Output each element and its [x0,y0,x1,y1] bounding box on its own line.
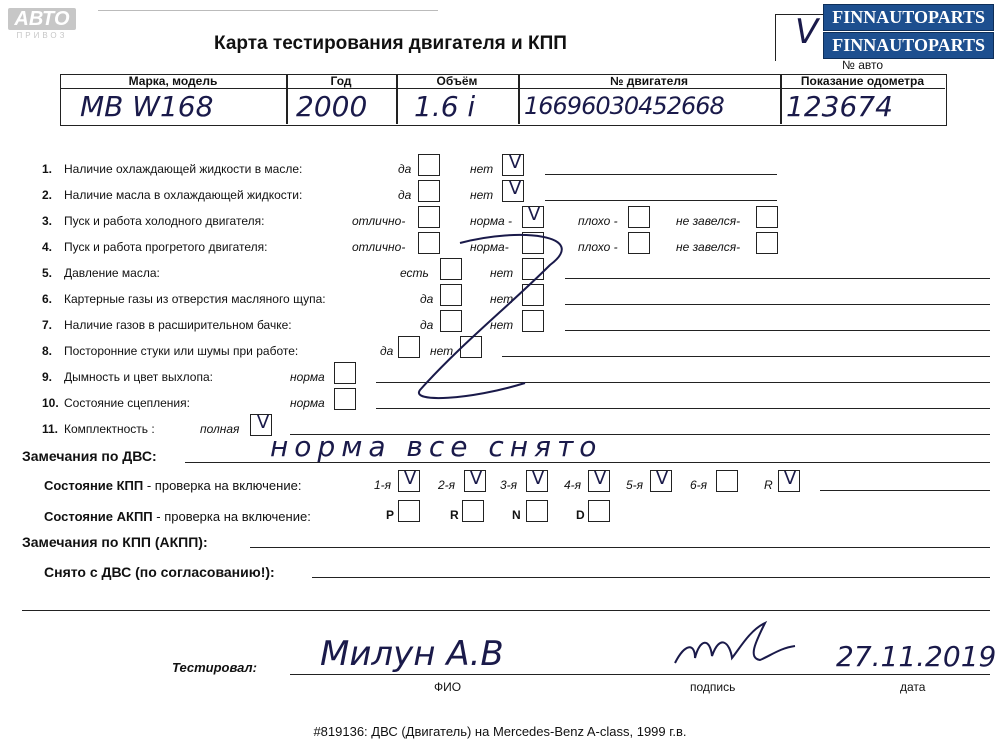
answer-line [565,330,990,331]
opt-normal: норма - [470,214,513,228]
gear-r-label: R [764,478,773,492]
header-car-number: № авто [841,58,884,72]
strike-stroke [400,225,600,410]
kpp-label-bold: Состояние КПП [44,478,144,493]
removed-label: Снято с ДВС (по согласованию!): [44,564,275,580]
check-mark: V [527,204,541,225]
opt-yes: да [380,344,394,358]
header-volume: Объём [396,74,518,89]
logo [8,8,76,38]
question-number: 11. [42,422,59,436]
checkbox-gear-d[interactable] [588,500,610,522]
answer-line [820,490,990,491]
question-11 [42,422,155,436]
gear-6-label: 6-я [690,478,708,492]
corner-mark: V [795,12,819,52]
answer-line [250,547,990,548]
logo-subtext: ПРИВОЗ [16,31,68,40]
question-8 [42,344,298,358]
checkbox-q10-normal[interactable] [334,388,356,410]
check-mark: V [783,468,797,489]
opt-excellent: отлично- [352,214,406,228]
engine-remarks-label: Замечания по ДВС: [22,448,157,464]
question-1 [42,162,302,176]
watermark-2: FINNAUTOPARTS [823,32,994,59]
gear-4-label: 4-я [564,478,582,492]
opt-not-started: не завелся- [676,214,741,228]
checkbox-q9-normal[interactable] [334,362,356,384]
signature-caption: подпись [690,680,736,694]
question-6 [42,292,326,306]
opt-normal: норма [290,370,325,384]
check-mark: V [593,468,607,489]
question-number: 10. [42,396,59,410]
gear-n-label: N [512,508,521,522]
question-10 [42,396,190,410]
fio-label: ФИО [434,680,462,694]
akpp-label-rest: - проверка на включение: [152,509,311,524]
gear-2-label: 2-я [438,478,456,492]
question-number: 3. [42,214,53,228]
check-mark: V [508,152,522,173]
answer-line [565,304,990,305]
checkbox-q1-yes[interactable] [418,154,440,176]
value-model: MB W168 [80,90,214,123]
opt-no: нет [470,162,494,176]
opt-no: нет [490,266,514,280]
check-mark: V [655,468,669,489]
signature-image [670,618,800,678]
table-divider [780,74,782,124]
question-text: Наличие охлаждающей жидкости в масле: [64,162,303,176]
opt-yes: да [398,162,412,176]
opt-no: нет [490,318,514,332]
opt-excellent: отлично- [352,240,406,254]
page-title: Карта тестирования двигателя и КПП [214,33,567,54]
checkbox-q4-not-started[interactable] [756,232,778,254]
answer-line [545,200,777,201]
opt-no: нет [470,188,494,202]
opt-normal: норма [290,396,325,410]
question-number: 8. [42,344,53,358]
checkbox-gear-n[interactable] [526,500,548,522]
opt-present: есть [400,266,429,280]
opt-no: нет [490,292,514,306]
check-mark: V [469,468,483,489]
value-engine-number: 16696030452668 [524,92,724,120]
checkbox-q2-yes[interactable] [418,180,440,202]
question-text: Пуск и работа прогретого двигателя: [64,240,268,254]
question-3 [42,214,264,228]
value-odometer: 123674 [786,90,893,123]
gear-3-label: 3-я [500,478,518,492]
date-label: дата [900,680,926,694]
checkbox-q3-not-started[interactable] [756,206,778,228]
logo-text: АВТО [8,8,76,30]
check-mark: V [531,468,545,489]
header-engine-number: № двигателя [518,74,780,89]
question-text: Наличие масла в охлаждающей жидкости: [64,188,303,202]
image-caption: #819136: ДВС (Двигатель) на Mercedes-Benz A-class, 1999 г.в. [313,724,687,739]
header-model: Марка, модель [60,74,286,89]
check-mark: V [508,178,522,199]
question-number: 9. [42,370,53,384]
opt-yes: да [398,188,412,202]
kpp-label [44,478,301,493]
tested-label: Тестировал: [172,660,257,675]
check-mark: V [403,468,417,489]
question-text: Посторонние стуки или шумы при работе: [64,344,299,358]
gear-5-label: 5-я [626,478,644,492]
value-year: 2000 [296,90,368,123]
gear-p-label: P [386,508,395,522]
checkbox-gear-r-auto[interactable] [462,500,484,522]
opt-no: нет [430,344,454,358]
signature-line [290,674,990,675]
question-4 [42,240,268,254]
question-text: Картерные газы из отверстия масляного щупа: [64,292,326,306]
question-text: Дымность и цвет выхлопа: [64,370,213,384]
checkbox-q3-bad[interactable] [628,206,650,228]
question-text: Давление масла: [64,266,160,280]
table-divider [396,74,398,124]
gear-r-auto-label: R [450,508,459,522]
kpp-remarks-label: Замечания по КПП (АКПП): [22,534,208,550]
question-number: 7. [42,318,53,332]
question-number: 4. [42,240,53,254]
check-mark: V [256,412,270,433]
date-value: 27.11.2019 [836,640,997,673]
opt-normal: норма- [470,240,509,254]
answer-line [545,174,777,175]
engine-remarks-value: норма все снято [270,430,603,463]
question-5 [42,266,160,280]
answer-line [565,278,990,279]
question-text: Пуск и работа холодного двигателя: [64,214,265,228]
question-text: Состояние сцепления: [64,396,190,410]
opt-yes: да [420,318,434,332]
checkbox-gear-p[interactable] [398,500,420,522]
question-text: Наличие газов в расширительном бачке: [64,318,292,332]
answer-line [22,610,990,611]
question-9 [42,370,213,384]
question-7 [42,318,292,332]
question-2 [42,188,302,202]
question-number: 5. [42,266,53,280]
header-odometer: Показание одометра [780,74,945,89]
header-year: Год [286,74,396,89]
akpp-label [44,509,311,524]
opt-bad: плохо - [578,240,618,254]
gear-d-label: D [576,508,585,522]
question-text: Комплектность : [64,422,155,436]
akpp-label-bold: Состояние АКПП [44,509,153,524]
top-line [98,10,438,11]
table-divider [518,74,520,124]
gear-1-label: 1-я [374,478,392,492]
question-number: 1. [42,162,53,176]
opt-bad: плохо - [578,214,618,228]
opt-complete: полная [200,422,240,436]
checkbox-q4-bad[interactable] [628,232,650,254]
tester-name: Милун А.В [320,634,504,674]
opt-yes: да [420,292,434,306]
table-divider [286,74,288,124]
checkbox-gear-6[interactable] [716,470,738,492]
question-number: 2. [42,188,53,202]
question-number: 6. [42,292,53,306]
watermark-1: FINNAUTOPARTS [823,4,994,31]
answer-line [312,577,990,578]
opt-not-started: не завелся- [676,240,741,254]
kpp-label-rest: - проверка на включение: [143,478,302,493]
value-volume: 1.6 i [414,90,476,123]
